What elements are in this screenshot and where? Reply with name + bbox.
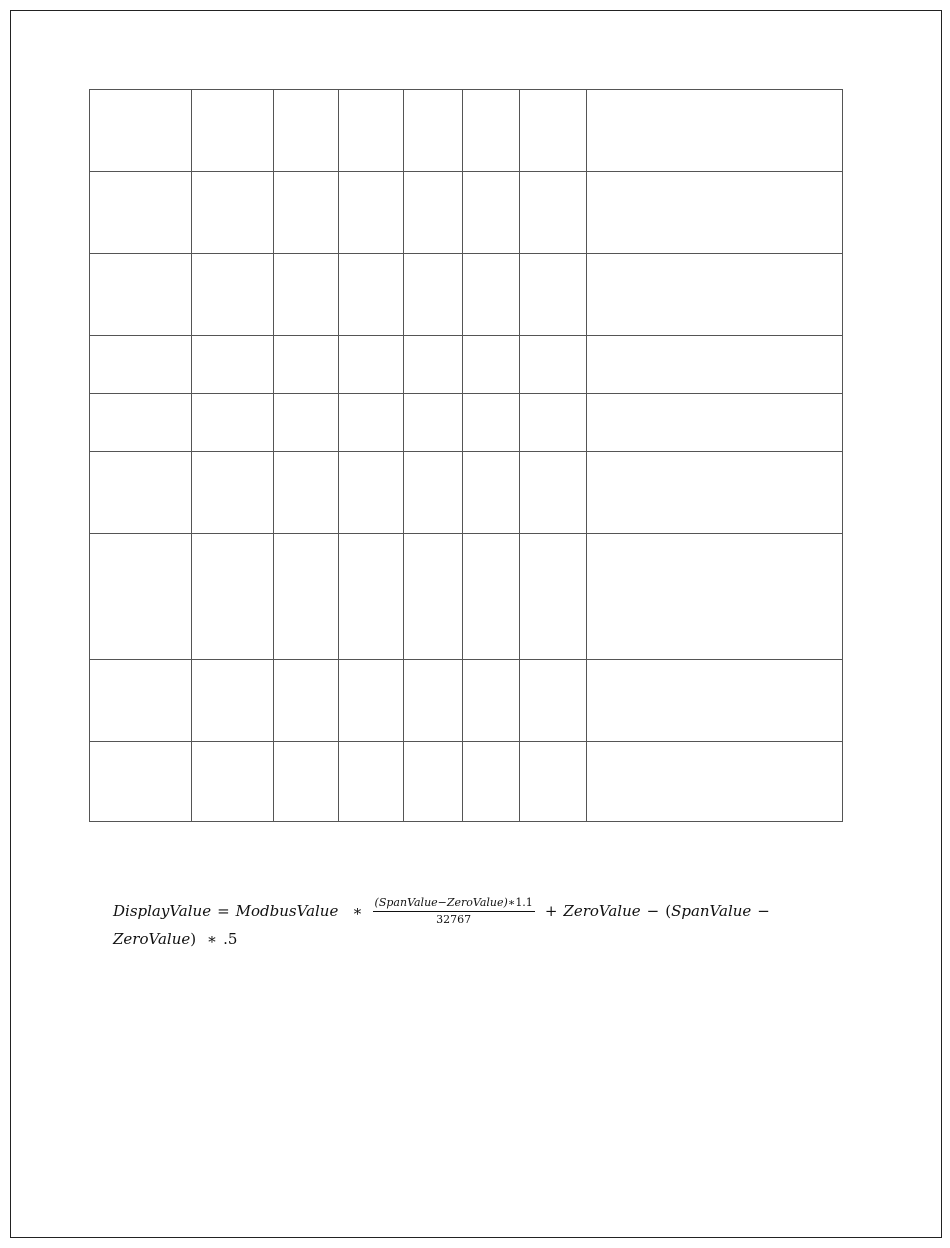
table-cell bbox=[90, 452, 192, 534]
table-cell bbox=[192, 742, 274, 822]
table-cell bbox=[463, 254, 520, 336]
table-cell bbox=[587, 336, 843, 394]
numerator-span-value: SpanValue bbox=[378, 896, 438, 910]
table-cell bbox=[192, 534, 274, 660]
table-cell bbox=[587, 660, 843, 742]
numerator-open-paren: ( bbox=[374, 896, 379, 910]
equals-sign: = bbox=[217, 901, 230, 920]
table-row bbox=[90, 172, 843, 254]
empty-table bbox=[89, 89, 843, 822]
table-cell bbox=[274, 254, 339, 336]
table-cell bbox=[463, 742, 520, 822]
table-cell bbox=[339, 336, 404, 394]
table-cell bbox=[404, 394, 463, 452]
multiply-sign-2: ∗ bbox=[206, 930, 218, 948]
table-cell bbox=[520, 452, 587, 534]
table-cell bbox=[274, 90, 339, 172]
table-cell bbox=[274, 336, 339, 394]
fraction-denominator: 32767 bbox=[436, 912, 472, 926]
table-cell bbox=[90, 254, 192, 336]
table-row bbox=[90, 452, 843, 534]
table-cell bbox=[587, 394, 843, 452]
table-cell bbox=[587, 534, 843, 660]
table-cell bbox=[274, 660, 339, 742]
table-cell bbox=[339, 394, 404, 452]
table-cell bbox=[404, 172, 463, 254]
numerator-close-paren: ) bbox=[503, 896, 508, 910]
table-cell bbox=[520, 90, 587, 172]
table-cell bbox=[192, 336, 274, 394]
table-cell bbox=[404, 660, 463, 742]
table-cell bbox=[520, 534, 587, 660]
table-cell bbox=[404, 452, 463, 534]
table-cell bbox=[587, 254, 843, 336]
table-cell bbox=[192, 172, 274, 254]
table-cell bbox=[463, 452, 520, 534]
formula-modbus-term: ModbusValue bbox=[235, 901, 339, 920]
close-paren: ) bbox=[190, 930, 197, 948]
table-cell bbox=[339, 172, 404, 254]
table-cell bbox=[520, 172, 587, 254]
minus-sign: − bbox=[646, 901, 660, 920]
table-cell bbox=[404, 90, 463, 172]
table-row bbox=[90, 254, 843, 336]
table-cell bbox=[90, 660, 192, 742]
table-cell bbox=[90, 90, 192, 172]
table-cell bbox=[90, 336, 192, 394]
table-cell bbox=[192, 90, 274, 172]
fraction-numerator bbox=[373, 896, 535, 911]
table-cell bbox=[339, 90, 404, 172]
numerator-zero-value: ZeroValue bbox=[446, 896, 504, 910]
table-cell bbox=[520, 742, 587, 822]
half-factor: .5 bbox=[223, 930, 238, 948]
table-cell bbox=[463, 660, 520, 742]
table-cell bbox=[339, 660, 404, 742]
table-cell bbox=[339, 534, 404, 660]
table-cell bbox=[192, 254, 274, 336]
table-cell bbox=[339, 452, 404, 534]
table-cell bbox=[587, 172, 843, 254]
table-cell bbox=[90, 394, 192, 452]
table-row bbox=[90, 336, 843, 394]
table-cell bbox=[274, 394, 339, 452]
table-row bbox=[90, 90, 843, 172]
table-cell bbox=[339, 742, 404, 822]
table-row bbox=[90, 742, 843, 822]
document-page bbox=[10, 10, 942, 1238]
table-row bbox=[90, 660, 843, 742]
table-cell bbox=[274, 452, 339, 534]
table-cell bbox=[404, 336, 463, 394]
table-cell bbox=[404, 254, 463, 336]
formula-line-2 bbox=[113, 925, 833, 954]
minus-sign-2: − bbox=[757, 901, 770, 920]
table-cell bbox=[463, 534, 520, 660]
table-cell bbox=[90, 172, 192, 254]
numerator-minus: − bbox=[437, 896, 447, 910]
table-cell bbox=[404, 742, 463, 822]
table-cell bbox=[463, 90, 520, 172]
formula-zero-term: ZeroValue bbox=[563, 901, 641, 920]
numerator-factor: 1.1 bbox=[515, 896, 533, 910]
table-cell bbox=[404, 534, 463, 660]
table-cell bbox=[520, 394, 587, 452]
formula-zero-term-2: ZeroValue bbox=[113, 930, 191, 948]
table-cell bbox=[520, 660, 587, 742]
numerator-multiply: ∗ bbox=[507, 896, 516, 910]
table-row bbox=[90, 534, 843, 660]
plus-sign: + bbox=[544, 901, 558, 920]
formula-fraction bbox=[373, 896, 535, 925]
formula-lhs: DisplayValue bbox=[113, 901, 212, 920]
multiply-sign: ∗ bbox=[352, 901, 363, 920]
table-cell bbox=[587, 90, 843, 172]
table-cell bbox=[463, 394, 520, 452]
table-cell bbox=[192, 394, 274, 452]
table-cell bbox=[192, 452, 274, 534]
table-cell bbox=[274, 172, 339, 254]
table-cell bbox=[587, 742, 843, 822]
table-cell bbox=[90, 534, 192, 660]
open-paren: ( bbox=[665, 901, 672, 920]
table-cell bbox=[463, 336, 520, 394]
table-cell bbox=[463, 172, 520, 254]
table-cell bbox=[274, 534, 339, 660]
table-cell bbox=[520, 254, 587, 336]
table-cell bbox=[192, 660, 274, 742]
table-cell bbox=[520, 336, 587, 394]
formula-span-term: SpanValue bbox=[671, 901, 752, 920]
table-cell bbox=[274, 742, 339, 822]
table-cell bbox=[339, 254, 404, 336]
table-row bbox=[90, 394, 843, 452]
table-cell bbox=[90, 742, 192, 822]
table-cell bbox=[587, 452, 843, 534]
display-value-formula bbox=[113, 891, 833, 954]
